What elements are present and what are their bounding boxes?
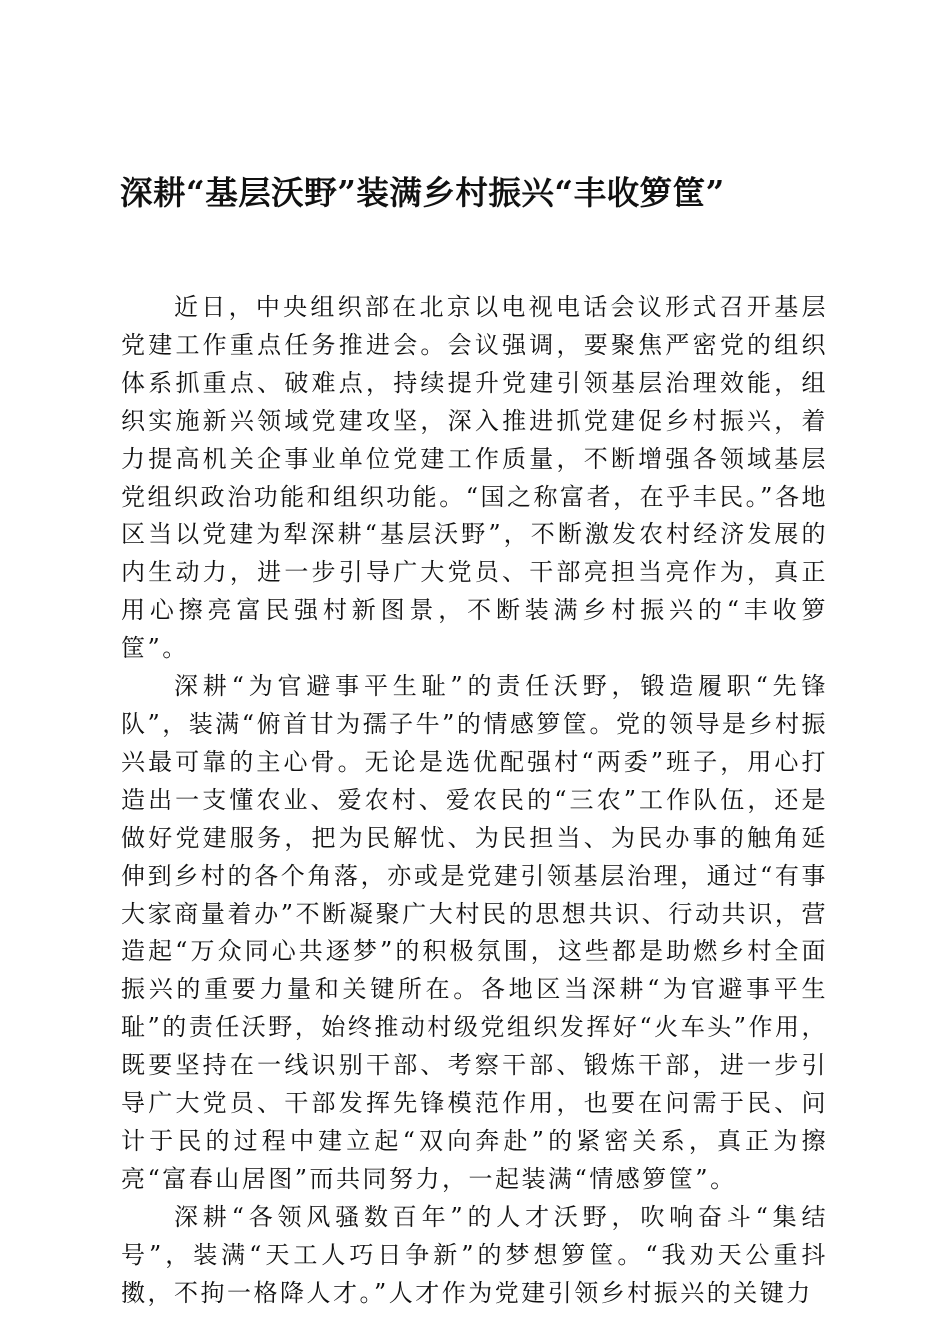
paragraph-3: 深耕“各领风骚数百年”的人才沃野，吹响奋斗“集结号”，装满“天工人巧日争新”的梦想箩筐。“我劝天公重抖擞，不拘一格降人才。”人才作为党建引领乡村振兴的关键力	[121, 1202, 828, 1307]
paragraph-1: 近日，中央组织部在北京以电视电话会议形式召开基层党建工作重点任务推进会。会议强调，要聚焦严密党的组织体系抓重点、破难点，持续提升党建引领基层治理效能，组织实施新兴领域党建攻坚，深入推进抓党建促乡村振兴，着力提高机关企事业单位党建工作质量，不断增强各领域基层党组织政治功能和组织功能。“国之称富者，在乎丰民。”各地区当以党建为犁深耕“基层沃野”，不断激发农村经济发展的内生动力，进一步引导广大党员、干部亮担当亮作为，真正用心擦亮富民强村新图景，不断装满乡村振兴的“丰收箩筐”。	[121, 293, 828, 663]
article-title: 深耕“基层沃野”装满乡村振兴“丰收箩筐”	[120, 173, 725, 212]
paragraph-2: 深耕“为官避事平生耻”的责任沃野，锻造履职“先锋队”，装满“俯首甘为孺子牛”的情感箩筐。党的领导是乡村振兴最可靠的主心骨。无论是选优配强村“两委”班子，用心打造出一支懂农业、爱农村、爱农民的“三农”工作队伍，还是做好党建服务，把为民解忧、为民担当、为民办事的触角延伸到乡村的各个角落，亦或是党建引领基层治理，通过“有事大家商量着办”不断凝聚广大村民的思想共识、行动共识，营造起“万众同心共逐梦”的积极氛围，这些都是助燃乡村全面振兴的重要力量和关键所在。各地区当深耕“为官避事平生耻”的责任沃野，始终推动村级党组织发挥好“火车头”作用，既要坚持在一线识别干部、考察干部、锻炼干部，进一步引导广大党员、干部发挥先锋模范作用，也要在问需于民、问计于民的过程中建立起“双向奔赴”的紧密关系，真正为擦亮“富春山居图”而共同努力，一起装满“情感箩筐”。	[121, 672, 828, 1193]
article-body	[121, 289, 828, 1312]
